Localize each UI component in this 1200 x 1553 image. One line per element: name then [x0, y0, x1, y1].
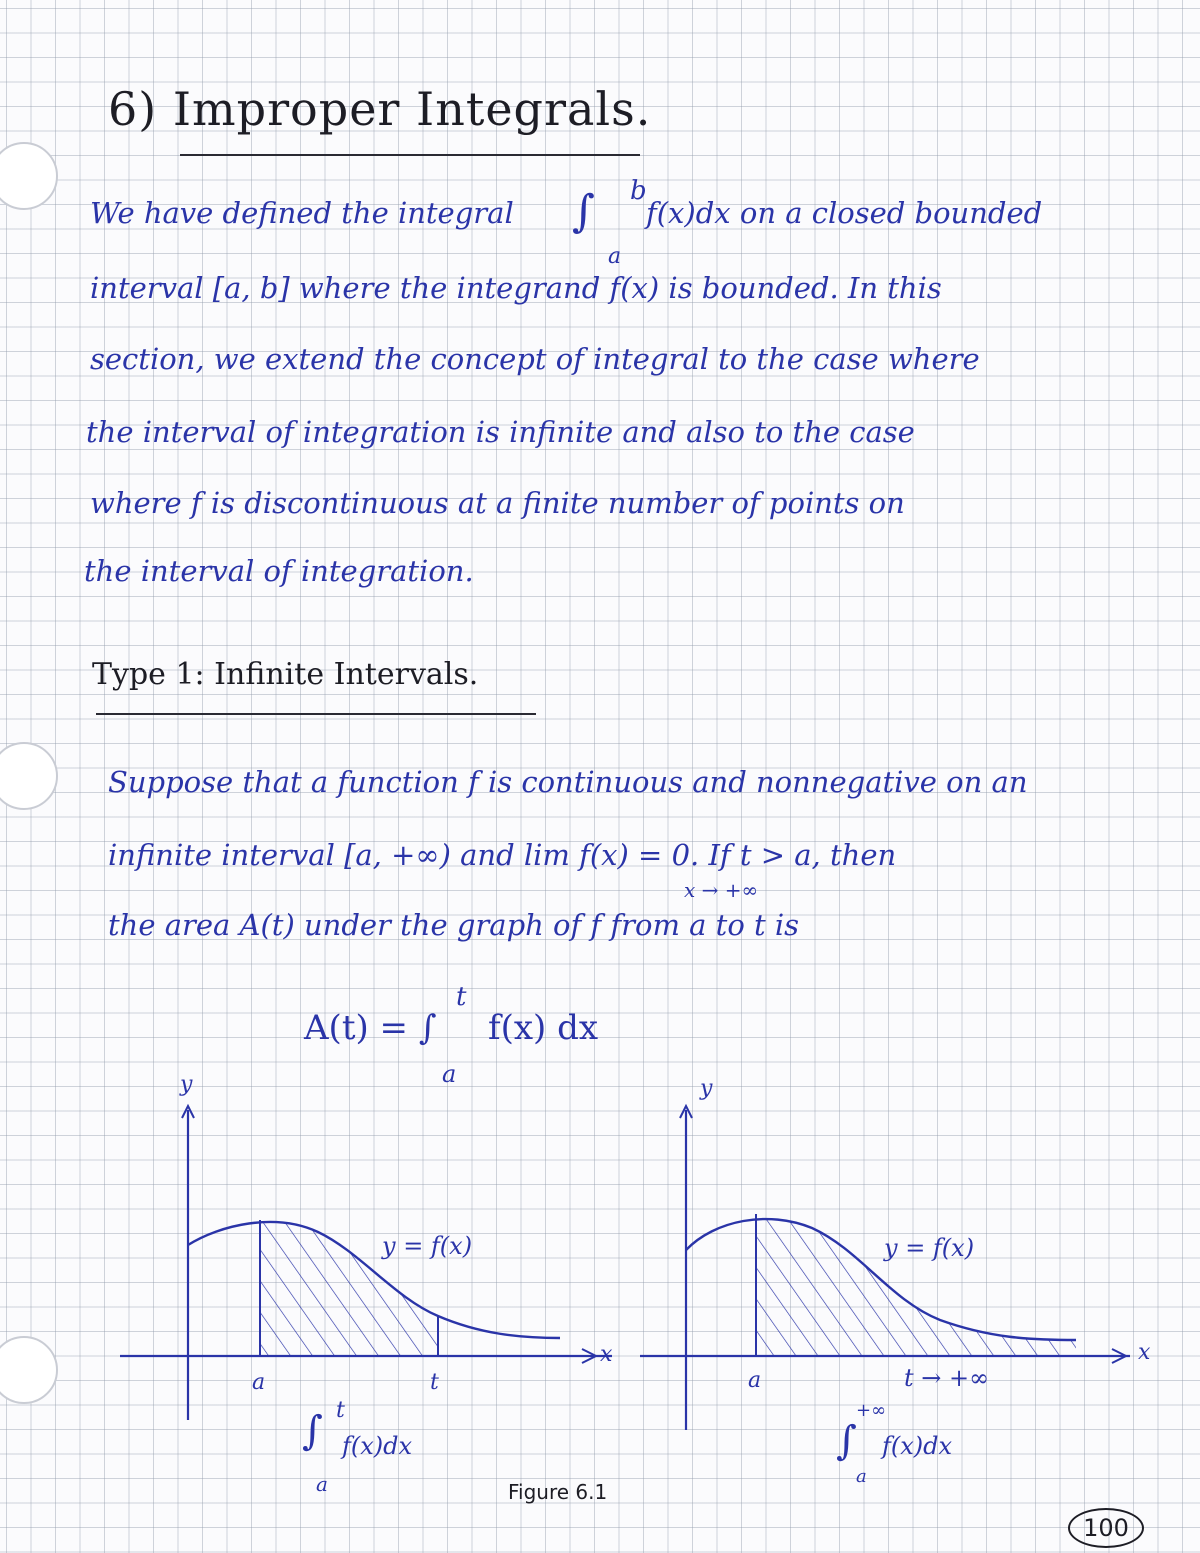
left-integral-lower: a [316, 1472, 328, 1496]
area-formula-lower: a [442, 1060, 457, 1088]
left-graph [120, 1106, 612, 1420]
right-curve-label: y = f(x) [884, 1234, 975, 1262]
intro-line-3: section, we extend the concept of integral to the case where [90, 342, 980, 376]
left-a-label: a [252, 1370, 266, 1395]
intro-integral-sign: ∫ [572, 186, 595, 237]
page-number: 100 [1068, 1508, 1144, 1548]
left-shaded-region [188, 1222, 560, 1356]
right-y-label: y [700, 1076, 713, 1101]
left-x-label: x [600, 1342, 613, 1367]
left-t-label: t [430, 1370, 439, 1395]
area-formula-rhs: f(x) dx [488, 1008, 599, 1048]
section-line-1: Suppose that a function f is continuous and nonnegative on an [108, 765, 1028, 799]
left-integral-expr: f(x)dx [342, 1432, 413, 1460]
intro-integral-upper: b [630, 176, 647, 206]
right-a-label: a [748, 1368, 762, 1393]
area-formula-upper: t [456, 982, 467, 1012]
left-y-label: y [180, 1072, 193, 1097]
intro-line-2: interval [a, b] where the integrand f(x) is bounded. In this [90, 271, 942, 305]
left-curve-label: y = f(x) [382, 1232, 473, 1260]
figure-caption: Figure 6.1 [508, 1480, 608, 1504]
section-line-3: the area A(t) under the graph of f from a to t is [108, 908, 800, 942]
left-integral-upper: t [336, 1398, 345, 1423]
right-t-label: t → +∞ [904, 1364, 990, 1392]
area-formula-lhs: A(t) = ∫ [304, 1008, 437, 1048]
left-integral-sign: ∫ [302, 1408, 323, 1454]
intro-integral-lower: a [608, 244, 622, 269]
right-integral-lower: a [856, 1466, 867, 1487]
intro-line-4: the interval of integration is infinite and also to the case [86, 415, 915, 449]
limit-subscript: x → +∞ [684, 878, 759, 902]
right-integral-expr: f(x)dx [882, 1432, 953, 1460]
page-title: 6) Improper Integrals. [108, 82, 652, 136]
right-integral-upper: +∞ [856, 1400, 887, 1421]
right-integral-sign: ∫ [836, 1418, 857, 1464]
right-x-label: x [1138, 1340, 1151, 1365]
intro-line-6: the interval of integration. [84, 554, 474, 588]
right-shaded-region [686, 1219, 1076, 1356]
section-line-2: infinite interval [a, +∞) and lim f(x) = 0. If t > a, then [108, 838, 897, 872]
intro-line-5: where f is discontinuous at a finite number of points on [90, 486, 905, 520]
section-heading: Type 1: Infinite Intervals. [92, 657, 479, 692]
right-graph [640, 1106, 1130, 1430]
intro-line-1b: f(x)dx on a closed bounded [646, 196, 1043, 230]
intro-line-1a: We have defined the integral [90, 196, 514, 230]
